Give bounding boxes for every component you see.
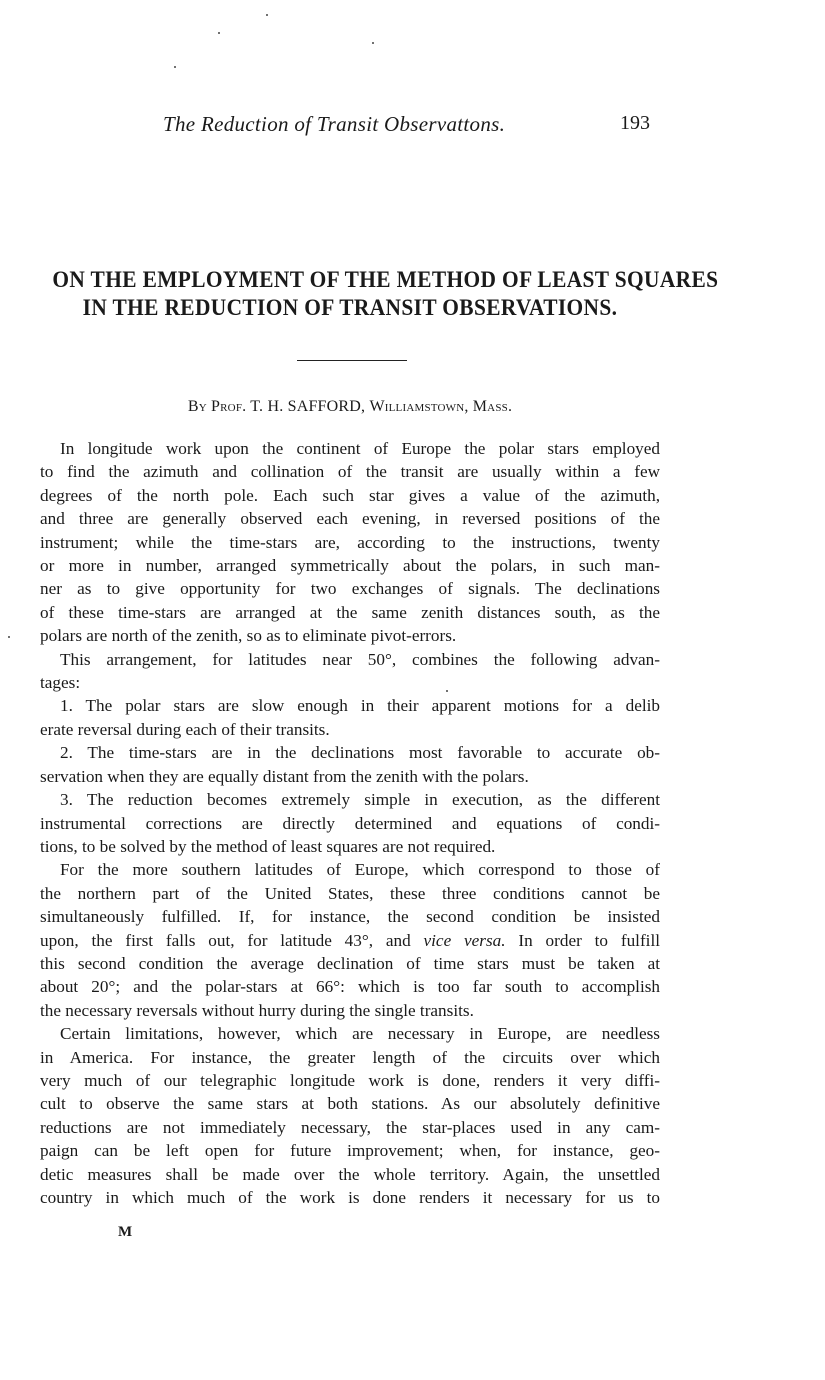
byline-prefix: By Prof.	[187, 398, 247, 415]
list-item-3	[40, 788, 660, 858]
page-number: 193	[620, 112, 650, 134]
text-line: 2. The time-stars are in the declinations most favorable to accurate ob-	[60, 743, 660, 763]
text-line: very much of our telegraphic longitude work is done, renders it very diffi-	[40, 1070, 660, 1090]
text-line: polars are north of the zenith, so as to eliminate pivot-errors.	[40, 626, 457, 646]
text-fragment: upon, the first falls out, for latitude 43°, and	[40, 930, 424, 950]
text-line: instrumental corrections are directly determined and equations of condi-	[40, 813, 660, 833]
text-line: For the more southern latitudes of Europe, which correspond to those of	[60, 860, 660, 880]
text-line: Certain limitations, however, which are necessary in Europe, are needless	[60, 1024, 660, 1044]
text-line: country in which much of the work is done renders it necessary for us to	[40, 1188, 660, 1207]
text-line	[40, 929, 660, 952]
text-line: and three are generally observed each evening, in reversed positions of the	[40, 509, 660, 529]
article-title-line-2: IN THE REDUCTION OF TRANSIT OBSERVATIONS.	[82, 295, 618, 320]
text-line: degrees of the north pole. Each such star gives a value of the azimuth,	[40, 485, 660, 505]
paragraph-3	[40, 858, 660, 1022]
text-line: 1. The polar stars are slow enough in their apparent motions for a delib	[60, 696, 660, 716]
text-line: paign can be left open for future improvement; when, for instance, geo-	[40, 1141, 660, 1161]
text-line: tages:	[40, 673, 81, 693]
text-line: servation when they are equally distant from the zenith with the polars.	[40, 766, 529, 786]
text-line: This arrangement, for latitudes near 50°, combines the following advan-	[60, 649, 660, 669]
text-line: tions, to be solved by the method of least squares are not required.	[40, 836, 496, 856]
list-item-2	[40, 741, 660, 788]
text-line: in America. For instance, the greater length of the circuits over which	[40, 1047, 660, 1067]
list-item-1	[40, 694, 660, 741]
scan-speck	[266, 14, 268, 16]
running-head-title: The Reduction of Transit Observattons.	[163, 112, 506, 136]
text-line: the necessary reversals without hurry during the single transits.	[40, 1000, 474, 1020]
text-line: of these time-stars are arranged at the same zenith distances south, as the	[40, 602, 660, 622]
text-line: In longitude work upon the continent of Europe the polar stars employed	[60, 439, 660, 458]
paragraph-1	[40, 437, 660, 648]
text-line: ner as to give opportunity for two exchanges of signals. The declinations	[40, 579, 660, 599]
byline	[0, 398, 700, 416]
scan-speck	[218, 32, 220, 34]
article-body	[40, 437, 660, 1209]
text-line: the northern part of the United States, these three conditions cannot be	[40, 883, 660, 903]
text-fragment: In order to fulfill	[505, 930, 661, 950]
text-line: this second condition the average declination of time stars must be taken at	[40, 953, 660, 973]
signature-mark: M	[118, 1224, 133, 1240]
text-line: about 20°; and the polar-stars at 66°: which is too far south to accomplish	[40, 977, 660, 997]
text-line: instrument; while the time-stars are, according to the instructions, twenty	[40, 532, 660, 552]
text-line: cult to observe the same stars at both stations. As our absolutely definitive	[40, 1094, 660, 1114]
scan-speck	[174, 66, 176, 68]
scan-speck	[8, 636, 10, 638]
text-line: reductions are not immediately necessary, the star-places used in any cam-	[40, 1117, 660, 1137]
article-title	[52, 266, 719, 322]
running-head	[0, 112, 825, 142]
title-rule	[297, 360, 407, 361]
italic-phrase: vice versa.	[423, 930, 506, 950]
text-line: or more in number, arranged symmetrically about the polars, in such man-	[40, 556, 660, 576]
paragraph-2	[40, 648, 660, 695]
byline-place: Williamstown, Mass.	[369, 398, 513, 415]
text-line: detic measures shall be made over the whole territory. Again, the unsettled	[40, 1164, 660, 1184]
article-title-line-1: ON THE EMPLOYMENT OF THE METHOD OF LEAST SQUARES	[52, 267, 719, 292]
text-line: erate reversal during each of their transits.	[40, 719, 330, 739]
byline-author: T. H. SAFFORD,	[250, 398, 366, 415]
text-line: to find the azimuth and collination of the transit are usually within a few	[40, 462, 660, 482]
paragraph-4	[40, 1022, 660, 1209]
text-line: 3. The reduction becomes extremely simple in execution, as the different	[60, 790, 660, 810]
text-line: simultaneously fulfilled. If, for instance, the second condition be insisted	[40, 907, 660, 927]
scan-speck	[372, 42, 374, 44]
